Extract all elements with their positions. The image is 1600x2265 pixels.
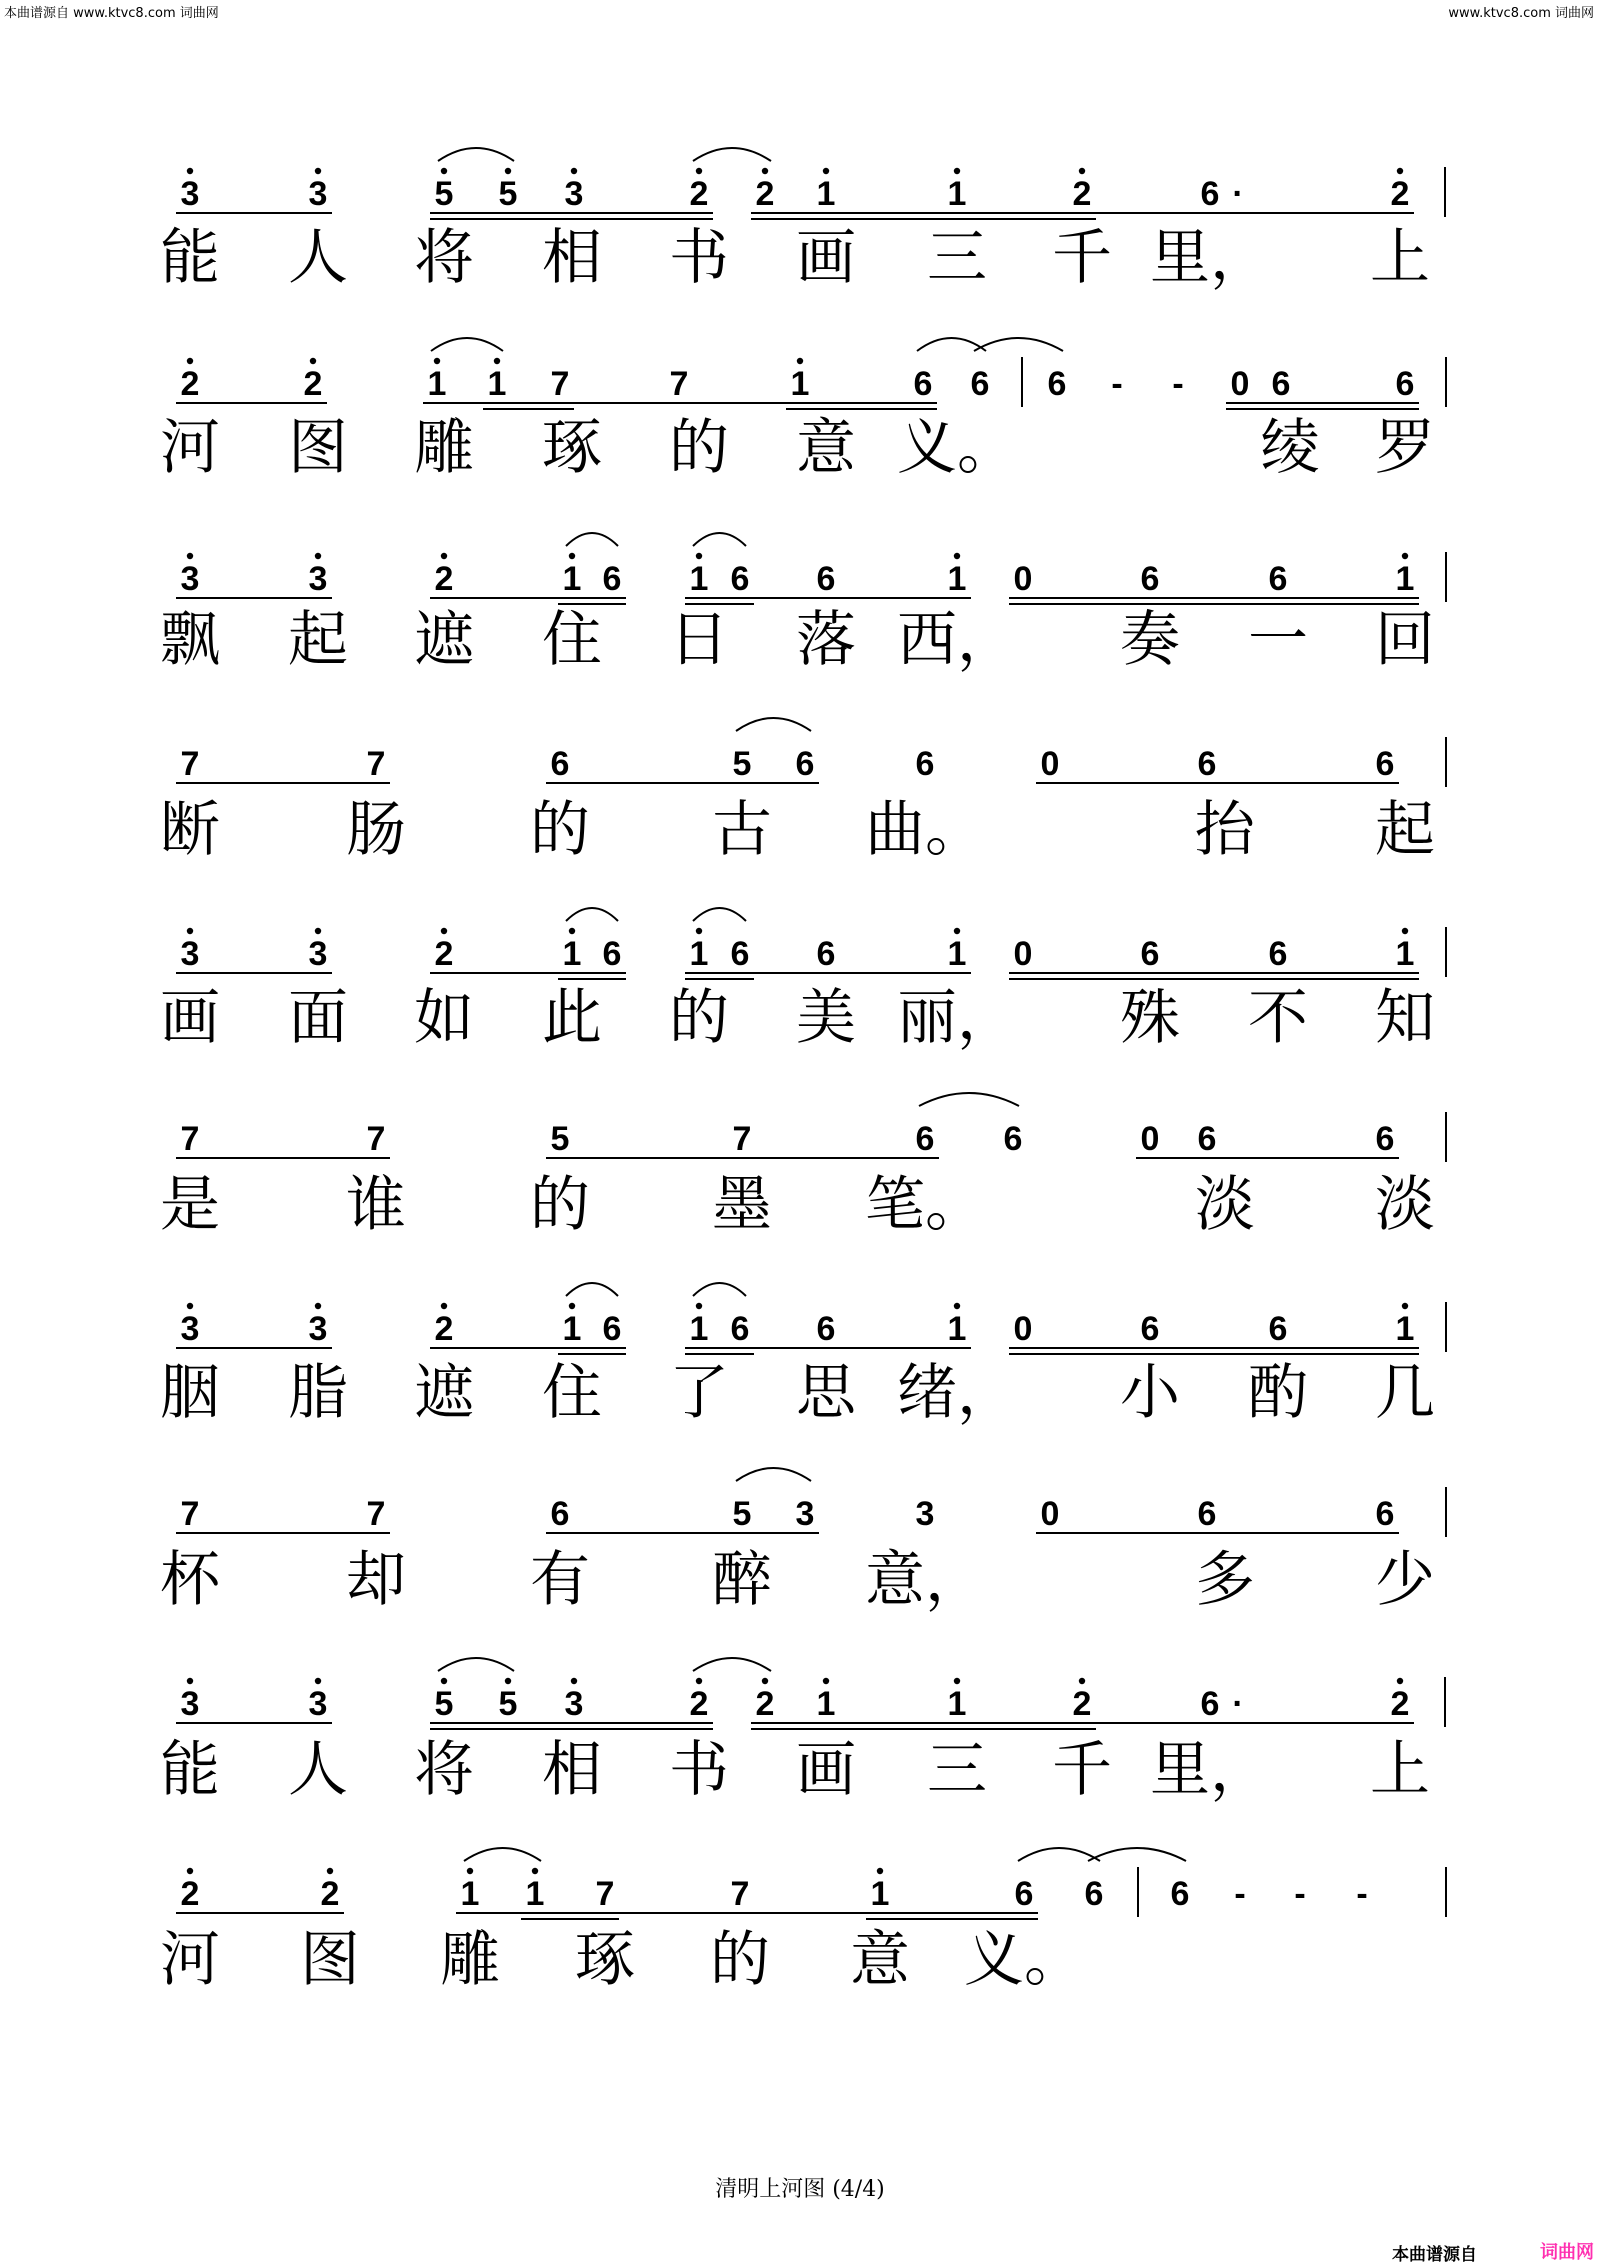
note: 3 — [915, 1495, 935, 1533]
lyric-char: 里， — [1150, 1735, 1270, 1805]
slur — [566, 1283, 618, 1296]
lyric-char: 遮 — [414, 1358, 474, 1428]
note: 6 — [1047, 365, 1067, 403]
lyric-char: 肠 — [346, 795, 406, 865]
note: 1 — [460, 1875, 480, 1913]
note: 6 — [1197, 1495, 1217, 1533]
slur — [736, 718, 811, 731]
note: 3 — [564, 175, 584, 213]
lyric-char: 酌 — [1248, 1358, 1308, 1428]
lyric-char: 千 — [1052, 1735, 1112, 1805]
lyric-char: 几 — [1375, 1358, 1435, 1428]
note: 0 — [1013, 935, 1033, 973]
octave-dot — [187, 1868, 193, 1874]
octave-dot — [505, 168, 511, 174]
lyric-char: 的 — [669, 413, 729, 483]
note: 0 — [1230, 365, 1250, 403]
lyric-char: 淡 — [1195, 1170, 1255, 1240]
lyric-char: 不 — [1248, 983, 1308, 1053]
lyric-char: 笔。 — [865, 1170, 985, 1240]
lyric-char: 将 — [414, 1735, 474, 1805]
note: 1 — [562, 1310, 582, 1348]
lyric-char: 河 — [160, 413, 220, 483]
slur — [566, 533, 618, 546]
lyric-char: 知 — [1375, 983, 1435, 1053]
octave-dot — [187, 168, 193, 174]
note: 6 — [1140, 935, 1160, 973]
note: 2 — [1072, 1685, 1092, 1723]
octave-dot — [954, 553, 960, 559]
note: 2 — [689, 1685, 709, 1723]
note: 6 — [602, 1310, 622, 1348]
note: 5 — [498, 1685, 518, 1723]
note: 6 — [1003, 1120, 1023, 1158]
lyric-char: 落 — [796, 605, 856, 675]
note: 1 — [1395, 1310, 1415, 1348]
lyric-char: 三 — [927, 1735, 987, 1805]
score-line — [160, 1093, 1446, 1240]
lyric-char: 的 — [669, 983, 729, 1053]
note: 0 — [1040, 745, 1060, 783]
lyric-char: 上 — [1370, 1735, 1430, 1805]
slur — [566, 908, 618, 921]
note: 7 — [366, 1120, 386, 1158]
note: 7 — [550, 365, 570, 403]
octave-dot — [187, 1303, 193, 1309]
lyric-char: 的 — [710, 1925, 770, 1995]
note: 1 — [816, 175, 836, 213]
lyric-char: 画 — [796, 1735, 856, 1805]
lyric-char: 日 — [669, 605, 729, 675]
score-line — [160, 148, 1445, 293]
octave-dot — [1402, 928, 1408, 934]
note: 5 — [434, 175, 454, 213]
note: 3 — [180, 1685, 200, 1723]
lyric-char: 图 — [300, 1925, 360, 1995]
note: 6 — [1375, 745, 1395, 783]
slur — [693, 148, 771, 161]
lyric-char: 面 — [288, 983, 348, 1053]
octave-dot — [823, 168, 829, 174]
note: 7 — [180, 745, 200, 783]
score-line — [160, 338, 1446, 483]
note: 2 — [1390, 175, 1410, 213]
lyric-char: 抬 — [1195, 795, 1255, 865]
octave-dot — [434, 358, 440, 364]
note: 6 — [816, 560, 836, 598]
note: 6 — [915, 745, 935, 783]
lyric-char: 却 — [346, 1545, 406, 1615]
note: 2 — [320, 1875, 340, 1913]
note: 3 — [180, 1310, 200, 1348]
note: 3 — [308, 1310, 328, 1348]
note: 6 — [1268, 935, 1288, 973]
lyric-char: 脂 — [288, 1358, 348, 1428]
header-site-text: www.ktvc8.com 词曲网 — [1448, 6, 1594, 21]
slur — [974, 338, 1063, 351]
lyric-char: 义。 — [964, 1925, 1084, 1995]
octave-dot — [187, 358, 193, 364]
note: 2 — [689, 175, 709, 213]
lyric-char: 千 — [1052, 223, 1112, 293]
octave-dot — [696, 1303, 702, 1309]
lyric-char: 相 — [542, 223, 602, 293]
lyric-char: 河 — [160, 1925, 220, 1995]
octave-dot — [569, 553, 575, 559]
octave-dot — [696, 168, 702, 174]
lyric-char: 的 — [530, 1170, 590, 1240]
octave-dot — [571, 168, 577, 174]
footer-logo-text: 本曲谱源自 — [1392, 2245, 1477, 2265]
lyric-char: 起 — [288, 605, 348, 675]
lyric-char: 回 — [1375, 605, 1435, 675]
slur — [693, 1283, 746, 1296]
octave-dot — [762, 1678, 768, 1684]
lyric-char: 醉 — [712, 1545, 772, 1615]
octave-dot — [696, 1678, 702, 1684]
octave-dot — [1397, 1678, 1403, 1684]
lyric-char: 此 — [542, 983, 602, 1053]
octave-dot — [569, 1303, 575, 1309]
note: 6 — [915, 1120, 935, 1158]
lyric-char: 曲。 — [865, 795, 985, 865]
octave-dot — [494, 358, 500, 364]
note: 6 — [1268, 560, 1288, 598]
note: 3 — [180, 935, 200, 973]
lyric-char: 谁 — [346, 1170, 406, 1240]
lyric-char: 义。 — [897, 413, 1017, 483]
note: 1 — [562, 560, 582, 598]
note: 6 — [602, 560, 622, 598]
note: 1 — [947, 175, 967, 213]
lyric-char: 意 — [796, 413, 856, 483]
note: 6 — [1140, 560, 1160, 598]
octave-dot — [327, 1868, 333, 1874]
octave-dot — [187, 1678, 193, 1684]
note: 7 — [180, 1495, 200, 1533]
score-line — [160, 533, 1446, 675]
octave-dot — [315, 1678, 321, 1684]
octave-dot — [571, 1678, 577, 1684]
lyric-char: 住 — [542, 605, 602, 675]
note: 3 — [308, 1685, 328, 1723]
lyric-char: 小 — [1120, 1358, 1180, 1428]
note: 6 — [970, 365, 990, 403]
octave-dot — [441, 553, 447, 559]
note: - — [1356, 1875, 1368, 1913]
note: 1 — [947, 935, 967, 973]
note: 7 — [595, 1875, 615, 1913]
note: 7 — [732, 1120, 752, 1158]
note: 6 — [816, 1310, 836, 1348]
lyric-char: 杯 — [160, 1545, 220, 1615]
note: 2 — [303, 365, 323, 403]
note: 1 — [1395, 560, 1415, 598]
lyric-char: 起 — [1375, 795, 1435, 865]
note: - — [1234, 1875, 1246, 1913]
octave-dot — [954, 1678, 960, 1684]
note: 1 — [870, 1875, 890, 1913]
header-source-text: 本曲谱源自 www.ktvc8.com 词曲网 — [4, 6, 219, 21]
slur — [693, 533, 746, 546]
note: · — [1232, 1685, 1244, 1723]
lyric-char: 将 — [414, 223, 474, 293]
note: 3 — [308, 175, 328, 213]
octave-dot — [1079, 168, 1085, 174]
lyric-char: 绪， — [897, 1358, 1017, 1428]
octave-dot — [315, 168, 321, 174]
note: 6 — [816, 935, 836, 973]
note: 1 — [947, 560, 967, 598]
slur — [736, 1468, 811, 1481]
note: 6 — [1395, 365, 1415, 403]
note: 5 — [732, 1495, 752, 1533]
octave-dot — [1402, 553, 1408, 559]
score-line — [160, 1283, 1446, 1428]
note: 7 — [669, 365, 689, 403]
lyric-char: 了 — [669, 1358, 729, 1428]
note: 5 — [434, 1685, 454, 1723]
lyric-char: 人 — [288, 223, 348, 293]
note: · — [1232, 175, 1244, 213]
octave-dot — [532, 1868, 538, 1874]
score-line — [160, 1468, 1446, 1615]
note: 1 — [790, 365, 810, 403]
lyric-char: 能 — [160, 223, 220, 293]
note: 5 — [498, 175, 518, 213]
note: 1 — [947, 1310, 967, 1348]
octave-dot — [187, 553, 193, 559]
lyric-char: 丽， — [897, 983, 1017, 1053]
slur — [431, 338, 503, 351]
lyric-char: 书 — [669, 1735, 729, 1805]
note: 6 — [730, 935, 750, 973]
lyric-char: 少 — [1375, 1545, 1435, 1615]
octave-dot — [441, 1678, 447, 1684]
note: 6 — [1140, 1310, 1160, 1348]
note: 1 — [427, 365, 447, 403]
slur — [438, 148, 514, 161]
note: 2 — [180, 365, 200, 403]
note: 1 — [689, 560, 709, 598]
slur — [693, 1658, 771, 1671]
note: 1 — [487, 365, 507, 403]
note: 1 — [1395, 935, 1415, 973]
note: 3 — [795, 1495, 815, 1533]
octave-dot — [315, 928, 321, 934]
score-line — [160, 1658, 1445, 1805]
score-line — [160, 908, 1446, 1053]
octave-dot — [1079, 1678, 1085, 1684]
lyric-char: 三 — [927, 223, 987, 293]
octave-dot — [762, 168, 768, 174]
octave-dot — [1397, 168, 1403, 174]
note: 5 — [732, 745, 752, 783]
octave-dot — [954, 1303, 960, 1309]
note: 0 — [1013, 560, 1033, 598]
lyric-char: 古 — [712, 795, 772, 865]
note: 2 — [1390, 1685, 1410, 1723]
note: - — [1294, 1875, 1306, 1913]
lyric-char: 美 — [796, 983, 856, 1053]
note: 6 — [1084, 1875, 1104, 1913]
note: 7 — [366, 1495, 386, 1533]
lyric-char: 琢 — [542, 413, 602, 483]
octave-dot — [310, 358, 316, 364]
octave-dot — [877, 1868, 883, 1874]
note: 2 — [434, 560, 454, 598]
note: 6 — [602, 935, 622, 973]
octave-dot — [187, 928, 193, 934]
page-footer-title: 清明上河图 (4/4) — [715, 2177, 885, 2202]
octave-dot — [315, 553, 321, 559]
note: 1 — [562, 935, 582, 973]
note: 1 — [947, 1685, 967, 1723]
note: 7 — [366, 745, 386, 783]
slur — [1088, 1848, 1186, 1861]
note: 3 — [564, 1685, 584, 1723]
octave-dot — [569, 928, 575, 934]
octave-dot — [441, 1303, 447, 1309]
lyric-char: 遮 — [414, 605, 474, 675]
lyric-char: 西， — [897, 605, 1017, 675]
lyric-char: 画 — [796, 223, 856, 293]
note: 6 — [795, 745, 815, 783]
note: 6 — [1268, 1310, 1288, 1348]
lyric-char: 是 — [160, 1170, 220, 1240]
note: 1 — [689, 1310, 709, 1348]
octave-dot — [441, 928, 447, 934]
note: 6 — [730, 560, 750, 598]
note: 6 — [1200, 1685, 1220, 1723]
lyric-char: 琢 — [575, 1925, 635, 1995]
lyric-char: 绫 — [1260, 413, 1320, 483]
lyric-char: 意， — [865, 1545, 985, 1615]
lyric-char: 有 — [530, 1545, 590, 1615]
slur — [1018, 1848, 1100, 1861]
lyric-char: 里， — [1150, 223, 1270, 293]
note: 6 — [1014, 1875, 1034, 1913]
slur — [438, 1658, 514, 1671]
note: 6 — [913, 365, 933, 403]
note: 2 — [1072, 175, 1092, 213]
note: 6 — [1170, 1875, 1190, 1913]
lyric-char: 上 — [1370, 223, 1430, 293]
lyric-char: 胭 — [160, 1358, 220, 1428]
octave-dot — [954, 168, 960, 174]
lyric-char: 人 — [288, 1735, 348, 1805]
lyric-char: 多 — [1195, 1545, 1255, 1615]
lyric-char: 雕 — [440, 1925, 500, 1995]
note: 2 — [434, 1310, 454, 1348]
lyric-char: 意 — [850, 1925, 910, 1995]
note: 1 — [689, 935, 709, 973]
lyric-char: 殊 — [1120, 983, 1180, 1053]
lyric-char: 罗 — [1375, 413, 1435, 483]
score-line — [160, 718, 1446, 865]
lyric-char: 墨 — [712, 1170, 772, 1240]
note: 6 — [1375, 1495, 1395, 1533]
octave-dot — [1402, 1303, 1408, 1309]
note: - — [1172, 365, 1184, 403]
note: 6 — [1271, 365, 1291, 403]
octave-dot — [823, 1678, 829, 1684]
slur — [693, 908, 746, 921]
lyric-char: 思 — [796, 1358, 856, 1428]
lyric-char: 的 — [530, 795, 590, 865]
note: 7 — [180, 1120, 200, 1158]
note: 0 — [1140, 1120, 1160, 1158]
lyric-char: 奏 — [1120, 605, 1180, 675]
lyric-char: 住 — [542, 1358, 602, 1428]
octave-dot — [441, 168, 447, 174]
octave-dot — [696, 928, 702, 934]
note: - — [1111, 365, 1123, 403]
note: 2 — [434, 935, 454, 973]
note: 6 — [1197, 1120, 1217, 1158]
octave-dot — [954, 928, 960, 934]
note: 3 — [180, 560, 200, 598]
note: 6 — [1197, 745, 1217, 783]
octave-dot — [505, 1678, 511, 1684]
note: 6 — [550, 745, 570, 783]
note: 6 — [550, 1495, 570, 1533]
footer-logo-brand: 词曲网 — [1540, 2242, 1594, 2263]
lyric-char: 书 — [669, 223, 729, 293]
lyric-char: 雕 — [414, 413, 474, 483]
octave-dot — [696, 553, 702, 559]
note: 0 — [1013, 1310, 1033, 1348]
slur — [464, 1848, 541, 1861]
lyric-char: 如 — [414, 983, 474, 1053]
slur — [919, 1093, 1019, 1106]
lyric-char: 相 — [542, 1735, 602, 1805]
note: 6 — [1200, 175, 1220, 213]
lyric-char: 一 — [1248, 605, 1308, 675]
note: 0 — [1040, 1495, 1060, 1533]
lyric-char: 画 — [160, 983, 220, 1053]
octave-dot — [797, 358, 803, 364]
lyric-char: 淡 — [1375, 1170, 1435, 1240]
octave-dot — [467, 1868, 473, 1874]
note: 1 — [525, 1875, 545, 1913]
note: 2 — [180, 1875, 200, 1913]
note: 3 — [180, 175, 200, 213]
lyric-char: 能 — [160, 1735, 220, 1805]
note: 7 — [730, 1875, 750, 1913]
lyric-char: 图 — [288, 413, 348, 483]
score-line — [160, 1848, 1446, 1995]
note: 5 — [550, 1120, 570, 1158]
note: 3 — [308, 935, 328, 973]
note: 6 — [730, 1310, 750, 1348]
lyric-char: 飘 — [160, 605, 220, 675]
lyric-char: 断 — [160, 795, 220, 865]
note: 1 — [816, 1685, 836, 1723]
note: 3 — [308, 560, 328, 598]
note: 2 — [755, 1685, 775, 1723]
note: 6 — [1375, 1120, 1395, 1158]
octave-dot — [315, 1303, 321, 1309]
note: 2 — [755, 175, 775, 213]
